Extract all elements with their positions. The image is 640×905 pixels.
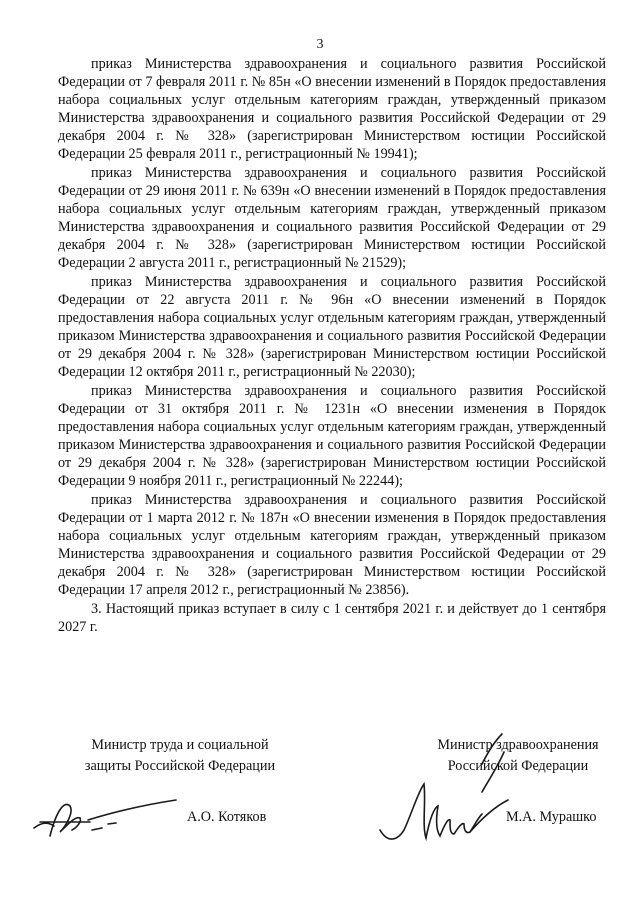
signatory-title-line: Министр труда и социальной	[91, 737, 269, 753]
paragraph-order-1231n: приказ Министерства здравоохранения и социального развития Российской Федерации от 31 октября 2011 г. № 1231н «О внесении изменения в Порядок предоставления набора социальных услуг отдельным категориям граждан, утвержденный приказом Министерства здравоохранения и социального развития Российской Федерации от 29 декабря 2004 г. № 328» (зарегистрирован Министерством юстиции Российской Федерации 9 ноября 2011 г., регистрационный № 22244);	[58, 383, 606, 489]
page-number: 3	[316, 37, 324, 52]
signature-murashko-icon	[378, 722, 528, 852]
signatory-labor-minister-title	[60, 735, 300, 777]
paragraph-effective-date: 3. Настоящий приказ вступает в силу с 1 сентября 2021 г. и действует до 1 сентября 2027 г.	[58, 601, 606, 635]
paragraph-order-639n: приказ Министерства здравоохранения и социального развития Российской Федерации от 29 июня 2011 г. № 639н «О внесении изменений в Порядок предоставления набора социальных услуг отдельным категориям граждан, утвержденный приказом Министерства здравоохранения и социального развития Российской Федерации от 29 декабря 2004 г. № 328» (зарегистрирован Министерством юстиции Российской Федерации 2 августа 2011 г., регистрационный № 21529);	[58, 165, 606, 271]
signatory-name-kotyakov: А.О. Котяков	[187, 809, 267, 825]
paragraph-order-85n: приказ Министерства здравоохранения и социального развития Российской Федерации от 7 февраля 2011 г. № 85н «О внесении изменений в Порядок предоставления набора социальных услуг отдельным категориям граждан, утвержденный приказом Министерства здравоохранения и социального развития Российской Федерации от 29 декабря 2004 г. № 328» (зарегистрирован Министерством юстиции Российской Федерации 25 февраля 2011 г., регистрационный № 19941);	[58, 56, 606, 162]
paragraph-order-96n: приказ Министерства здравоохранения и социального развития Российской Федерации от 22 августа 2011 г. № 96н «О внесении изменений в Порядок предоставления набора социальных услуг отдельным категориям граждан, утвержденный приказом Министерства здравоохранения и социального развития Российской Федерации от 29 декабря 2004 г. № 328» (зарегистрирован Министерством юстиции Российской Федерации 12 октября 2011 г., регистрационный № 22030);	[58, 274, 606, 380]
paragraph-order-187n: приказ Министерства здравоохранения и социального развития Российской Федерации от 1 марта 2012 г. № 187н «О внесении изменения в Порядок предоставления набора социальных услуг отдельным категориям граждан, утвержденный приказом Министерства здравоохранения и социального развития Российской Федерации от 29 декабря 2004 г. № 328» (зарегистрирован Министерством юстиции Российской Федерации 17 апреля 2012 г., регистрационный № 23856).	[58, 492, 606, 598]
signatory-title-line: защиты Российской Федерации	[84, 758, 276, 774]
document-body	[58, 55, 606, 637]
signatory-title-line: Министр здравоохранения	[437, 737, 599, 753]
signatory-title-line: Российской Федерации	[447, 758, 589, 774]
signature-kotyakov-icon	[30, 792, 180, 842]
signatory-name-murashko: М.А. Мурашко	[506, 809, 597, 825]
